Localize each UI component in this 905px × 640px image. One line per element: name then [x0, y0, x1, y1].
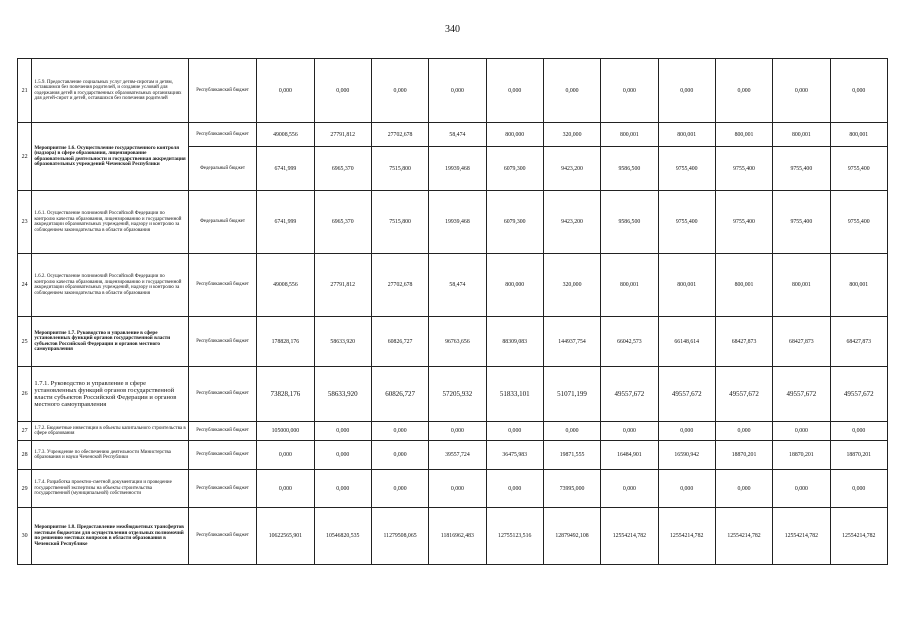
amount-cell: 9423,200	[543, 147, 600, 191]
table-row	[18, 508, 888, 565]
row-number: 29	[18, 470, 32, 508]
funding-source: Республиканский бюджет	[188, 254, 256, 317]
amount-cell: 10546820,535	[314, 508, 371, 565]
amount-cell: 0,000	[773, 470, 830, 508]
funding-source: Республиканский бюджет	[188, 508, 256, 565]
amount-cell: 11279508,065	[371, 508, 428, 565]
measure-description: 1.7.2. Бюджетные инвестиции в объекты капитального строительства в сфере образования	[32, 422, 189, 441]
amount-cell: 49557,672	[658, 367, 715, 422]
amount-cell: 9586,500	[601, 191, 658, 254]
amount-cell: 12554214,782	[658, 508, 715, 565]
amount-cell: 6965,370	[314, 147, 371, 191]
amount-cell: 6079,300	[486, 191, 543, 254]
amount-cell: 0,000	[601, 422, 658, 441]
amount-cell: 11816962,483	[429, 508, 486, 565]
amount-cell: 0,000	[658, 59, 715, 123]
amount-cell: 49557,672	[601, 367, 658, 422]
funding-source: Федеральный бюджет	[188, 191, 256, 254]
amount-cell: 800,001	[773, 123, 830, 147]
amount-cell: 144937,754	[543, 317, 600, 367]
table-row	[18, 422, 888, 441]
amount-cell: 19939,468	[429, 147, 486, 191]
measure-description: 1.7.1. Руководство и управление в сфере установленных функций органов государственной власти субъектов Российской Федерации и органов местного самоуправления	[32, 367, 189, 422]
funding-source: Республиканский бюджет	[188, 441, 256, 470]
funding-source: Республиканский бюджет	[188, 59, 256, 123]
measure-description: Мероприятие 1.7. Руководство и управление в сфере установленных функций органов государственной власти субъектов Российской Федерации и органов местного самоуправления	[32, 317, 189, 367]
table-body	[18, 59, 888, 565]
amount-cell: 58,474	[429, 123, 486, 147]
amount-cell: 57205,932	[429, 367, 486, 422]
amount-cell: 0,000	[371, 441, 428, 470]
amount-cell: 800,001	[658, 254, 715, 317]
amount-cell: 0,000	[715, 59, 772, 123]
amount-cell: 0,000	[658, 422, 715, 441]
amount-cell: 27702,678	[371, 254, 428, 317]
amount-cell: 0,000	[601, 470, 658, 508]
amount-cell: 9755,400	[773, 191, 830, 254]
amount-cell: 800,001	[715, 254, 772, 317]
amount-cell: 7515,800	[371, 191, 428, 254]
funding-source: Республиканский бюджет	[188, 470, 256, 508]
amount-cell: 12554214,782	[715, 508, 772, 565]
funding-source: Республиканский бюджет	[188, 422, 256, 441]
amount-cell: 178828,176	[257, 317, 314, 367]
amount-cell: 66148,614	[658, 317, 715, 367]
amount-cell: 0,000	[486, 470, 543, 508]
amount-cell: 0,000	[257, 470, 314, 508]
page-number: 340	[445, 24, 460, 35]
amount-cell: 9423,200	[543, 191, 600, 254]
amount-cell: 0,000	[314, 470, 371, 508]
amount-cell: 0,000	[486, 59, 543, 123]
amount-cell: 0,000	[543, 422, 600, 441]
amount-cell: 320,000	[543, 123, 600, 147]
row-number: 24	[18, 254, 32, 317]
amount-cell: 12554214,782	[601, 508, 658, 565]
amount-cell: 9755,400	[830, 191, 887, 254]
amount-cell: 68427,873	[715, 317, 772, 367]
amount-cell: 800,000	[486, 254, 543, 317]
row-number: 27	[18, 422, 32, 441]
amount-cell: 18870,201	[773, 441, 830, 470]
funding-source: Федеральный бюджет	[188, 147, 256, 191]
row-number: 21	[18, 59, 32, 123]
amount-cell: 800,001	[830, 123, 887, 147]
funding-source: Республиканский бюджет	[188, 123, 256, 147]
amount-cell: 6965,370	[314, 191, 371, 254]
amount-cell: 6741,999	[257, 147, 314, 191]
measure-description: 1.7.3. Учреждение по обеспечению деятельности Министерства образования и науки Чеченской Республики	[32, 441, 189, 470]
amount-cell: 12879492,108	[543, 508, 600, 565]
amount-cell: 60826,727	[371, 317, 428, 367]
amount-cell: 0,000	[658, 470, 715, 508]
amount-cell: 73828,176	[257, 367, 314, 422]
amount-cell: 0,000	[429, 59, 486, 123]
amount-cell: 9755,400	[715, 191, 772, 254]
amount-cell: 0,000	[314, 422, 371, 441]
table-row	[18, 59, 888, 123]
amount-cell: 16590,942	[658, 441, 715, 470]
amount-cell: 0,000	[830, 422, 887, 441]
amount-cell: 0,000	[371, 470, 428, 508]
row-number: 22	[18, 123, 32, 191]
table-row	[18, 191, 888, 254]
amount-cell: 27702,678	[371, 123, 428, 147]
amount-cell: 27791,812	[314, 123, 371, 147]
amount-cell: 49557,672	[715, 367, 772, 422]
measure-description: 1.7.4. Разработка проектно-сметной документации и проведение государственной экспертизы на объекты строительства государственной (муниципальной) собственности	[32, 470, 189, 508]
amount-cell: 36475,983	[486, 441, 543, 470]
amount-cell: 0,000	[429, 470, 486, 508]
amount-cell: 16484,901	[601, 441, 658, 470]
table-row	[18, 470, 888, 508]
amount-cell: 96763,656	[429, 317, 486, 367]
budget-table	[17, 58, 888, 565]
amount-cell: 39557,724	[429, 441, 486, 470]
funding-source: Республиканский бюджет	[188, 317, 256, 367]
amount-cell: 320,000	[543, 254, 600, 317]
row-number: 28	[18, 441, 32, 470]
funding-source: Республиканский бюджет	[188, 367, 256, 422]
amount-cell: 9755,400	[658, 191, 715, 254]
amount-cell: 0,000	[314, 59, 371, 123]
table-row	[18, 441, 888, 470]
amount-cell: 58633,920	[314, 317, 371, 367]
table-row	[18, 317, 888, 367]
amount-cell: 800,001	[601, 254, 658, 317]
amount-cell: 10622565,901	[257, 508, 314, 565]
amount-cell: 9755,400	[658, 147, 715, 191]
amount-cell: 800,001	[830, 254, 887, 317]
amount-cell: 0,000	[257, 441, 314, 470]
amount-cell: 0,000	[715, 422, 772, 441]
amount-cell: 0,000	[314, 441, 371, 470]
amount-cell: 7515,800	[371, 147, 428, 191]
table-row	[18, 123, 888, 147]
amount-cell: 0,000	[371, 59, 428, 123]
amount-cell: 9755,400	[773, 147, 830, 191]
table-row	[18, 254, 888, 317]
amount-cell: 18870,201	[830, 441, 887, 470]
amount-cell: 0,000	[429, 422, 486, 441]
amount-cell: 68427,873	[773, 317, 830, 367]
amount-cell: 9755,400	[715, 147, 772, 191]
amount-cell: 0,000	[773, 422, 830, 441]
amount-cell: 6741,999	[257, 191, 314, 254]
row-number: 23	[18, 191, 32, 254]
amount-cell: 58633,920	[314, 367, 371, 422]
amount-cell: 49008,556	[257, 123, 314, 147]
amount-cell: 0,000	[773, 59, 830, 123]
row-number: 25	[18, 317, 32, 367]
amount-cell: 105000,000	[257, 422, 314, 441]
amount-cell: 19871,555	[543, 441, 600, 470]
amount-cell: 60826,727	[371, 367, 428, 422]
amount-cell: 58,474	[429, 254, 486, 317]
amount-cell: 19939,468	[429, 191, 486, 254]
amount-cell: 0,000	[257, 59, 314, 123]
amount-cell: 800,000	[486, 123, 543, 147]
amount-cell: 0,000	[371, 422, 428, 441]
amount-cell: 27791,812	[314, 254, 371, 317]
measure-description: 1.6.1. Осуществление полномочий Российской Федерации по контролю качества образования, лицензированию и государственной аккредитации образовательных учреждений, надзору и контролю за соблюдением законодательства в области образования	[32, 191, 189, 254]
amount-cell: 800,001	[773, 254, 830, 317]
amount-cell: 0,000	[830, 59, 887, 123]
amount-cell: 9755,400	[830, 147, 887, 191]
measure-description: Мероприятие 1.6. Осуществление государственного контроля (надзора) в сфере образования, лицензирование образовательной деятельности и государственная аккредитация образовательных учреждений Чеченской Республики	[32, 123, 189, 191]
table-row	[18, 367, 888, 422]
amount-cell: 800,001	[601, 123, 658, 147]
amount-cell: 12755123,516	[486, 508, 543, 565]
amount-cell: 12554214,782	[773, 508, 830, 565]
amount-cell: 0,000	[601, 59, 658, 123]
amount-cell: 49008,556	[257, 254, 314, 317]
amount-cell: 0,000	[486, 422, 543, 441]
amount-cell: 6079,300	[486, 147, 543, 191]
row-number: 26	[18, 367, 32, 422]
measure-description: Мероприятие 1.8. Предоставление межбюджетных трансфертов местным бюджетам для осуществления отдельных полномочий по решению местных вопросов в области образования в Чеченской Республике	[32, 508, 189, 565]
row-number: 30	[18, 508, 32, 565]
measure-description: 1.5.9. Предоставление социальных услуг детям-сиротам и детям, оставшимся без попечения родителей, и создание условий для содержания детей в государственных образовательных организациях для детей-сирот и детей, оставшихся без попечения родителей	[32, 59, 189, 123]
amount-cell: 88309,083	[486, 317, 543, 367]
amount-cell: 49557,672	[773, 367, 830, 422]
amount-cell: 12554214,782	[830, 508, 887, 565]
amount-cell: 51071,199	[543, 367, 600, 422]
amount-cell: 0,000	[543, 59, 600, 123]
amount-cell: 9586,500	[601, 147, 658, 191]
amount-cell: 0,000	[715, 470, 772, 508]
amount-cell: 800,001	[715, 123, 772, 147]
amount-cell: 0,000	[830, 470, 887, 508]
amount-cell: 66042,573	[601, 317, 658, 367]
amount-cell: 49557,672	[830, 367, 887, 422]
measure-description: 1.6.2. Осуществление полномочий Российской Федерации по контролю качества образования, лицензированию и государственной аккредитации образовательных учреждений, надзору и контролю за соблюдением законодательства в области образования	[32, 254, 189, 317]
amount-cell: 68427,873	[830, 317, 887, 367]
amount-cell: 73995,000	[543, 470, 600, 508]
amount-cell: 51833,101	[486, 367, 543, 422]
amount-cell: 800,001	[658, 123, 715, 147]
amount-cell: 18870,201	[715, 441, 772, 470]
